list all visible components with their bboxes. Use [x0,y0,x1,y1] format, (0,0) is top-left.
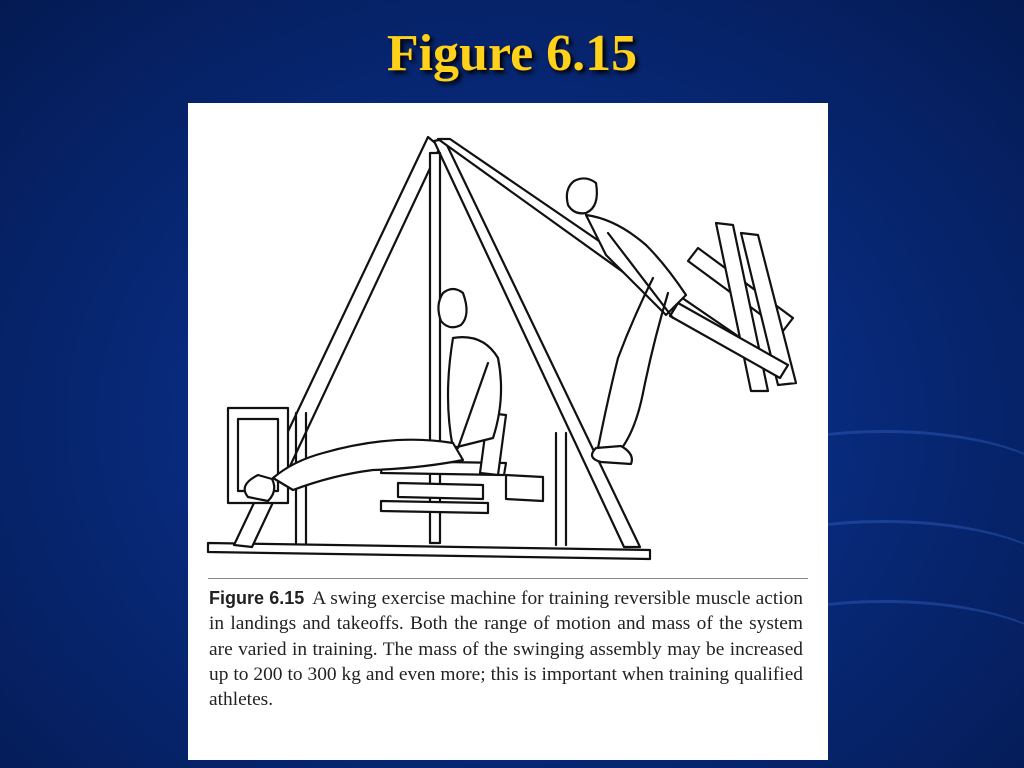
figure-panel [188,103,828,760]
caption-label: Figure 6.15 [209,588,305,608]
figure-caption [209,586,803,712]
caption-divider [208,578,808,579]
swing-machine-illustration-icon [188,103,828,573]
caption-text: A swing exercise machine for training reversible muscle action in landings and takeoffs. Both the range of motion and mass of the system are varied in training. The mass of the swinging assembly may be increased up to 200 to 300 kg and even more; this is important when training qualified athletes. [209,588,803,711]
slide-title: Figure 6.15 [386,25,638,82]
